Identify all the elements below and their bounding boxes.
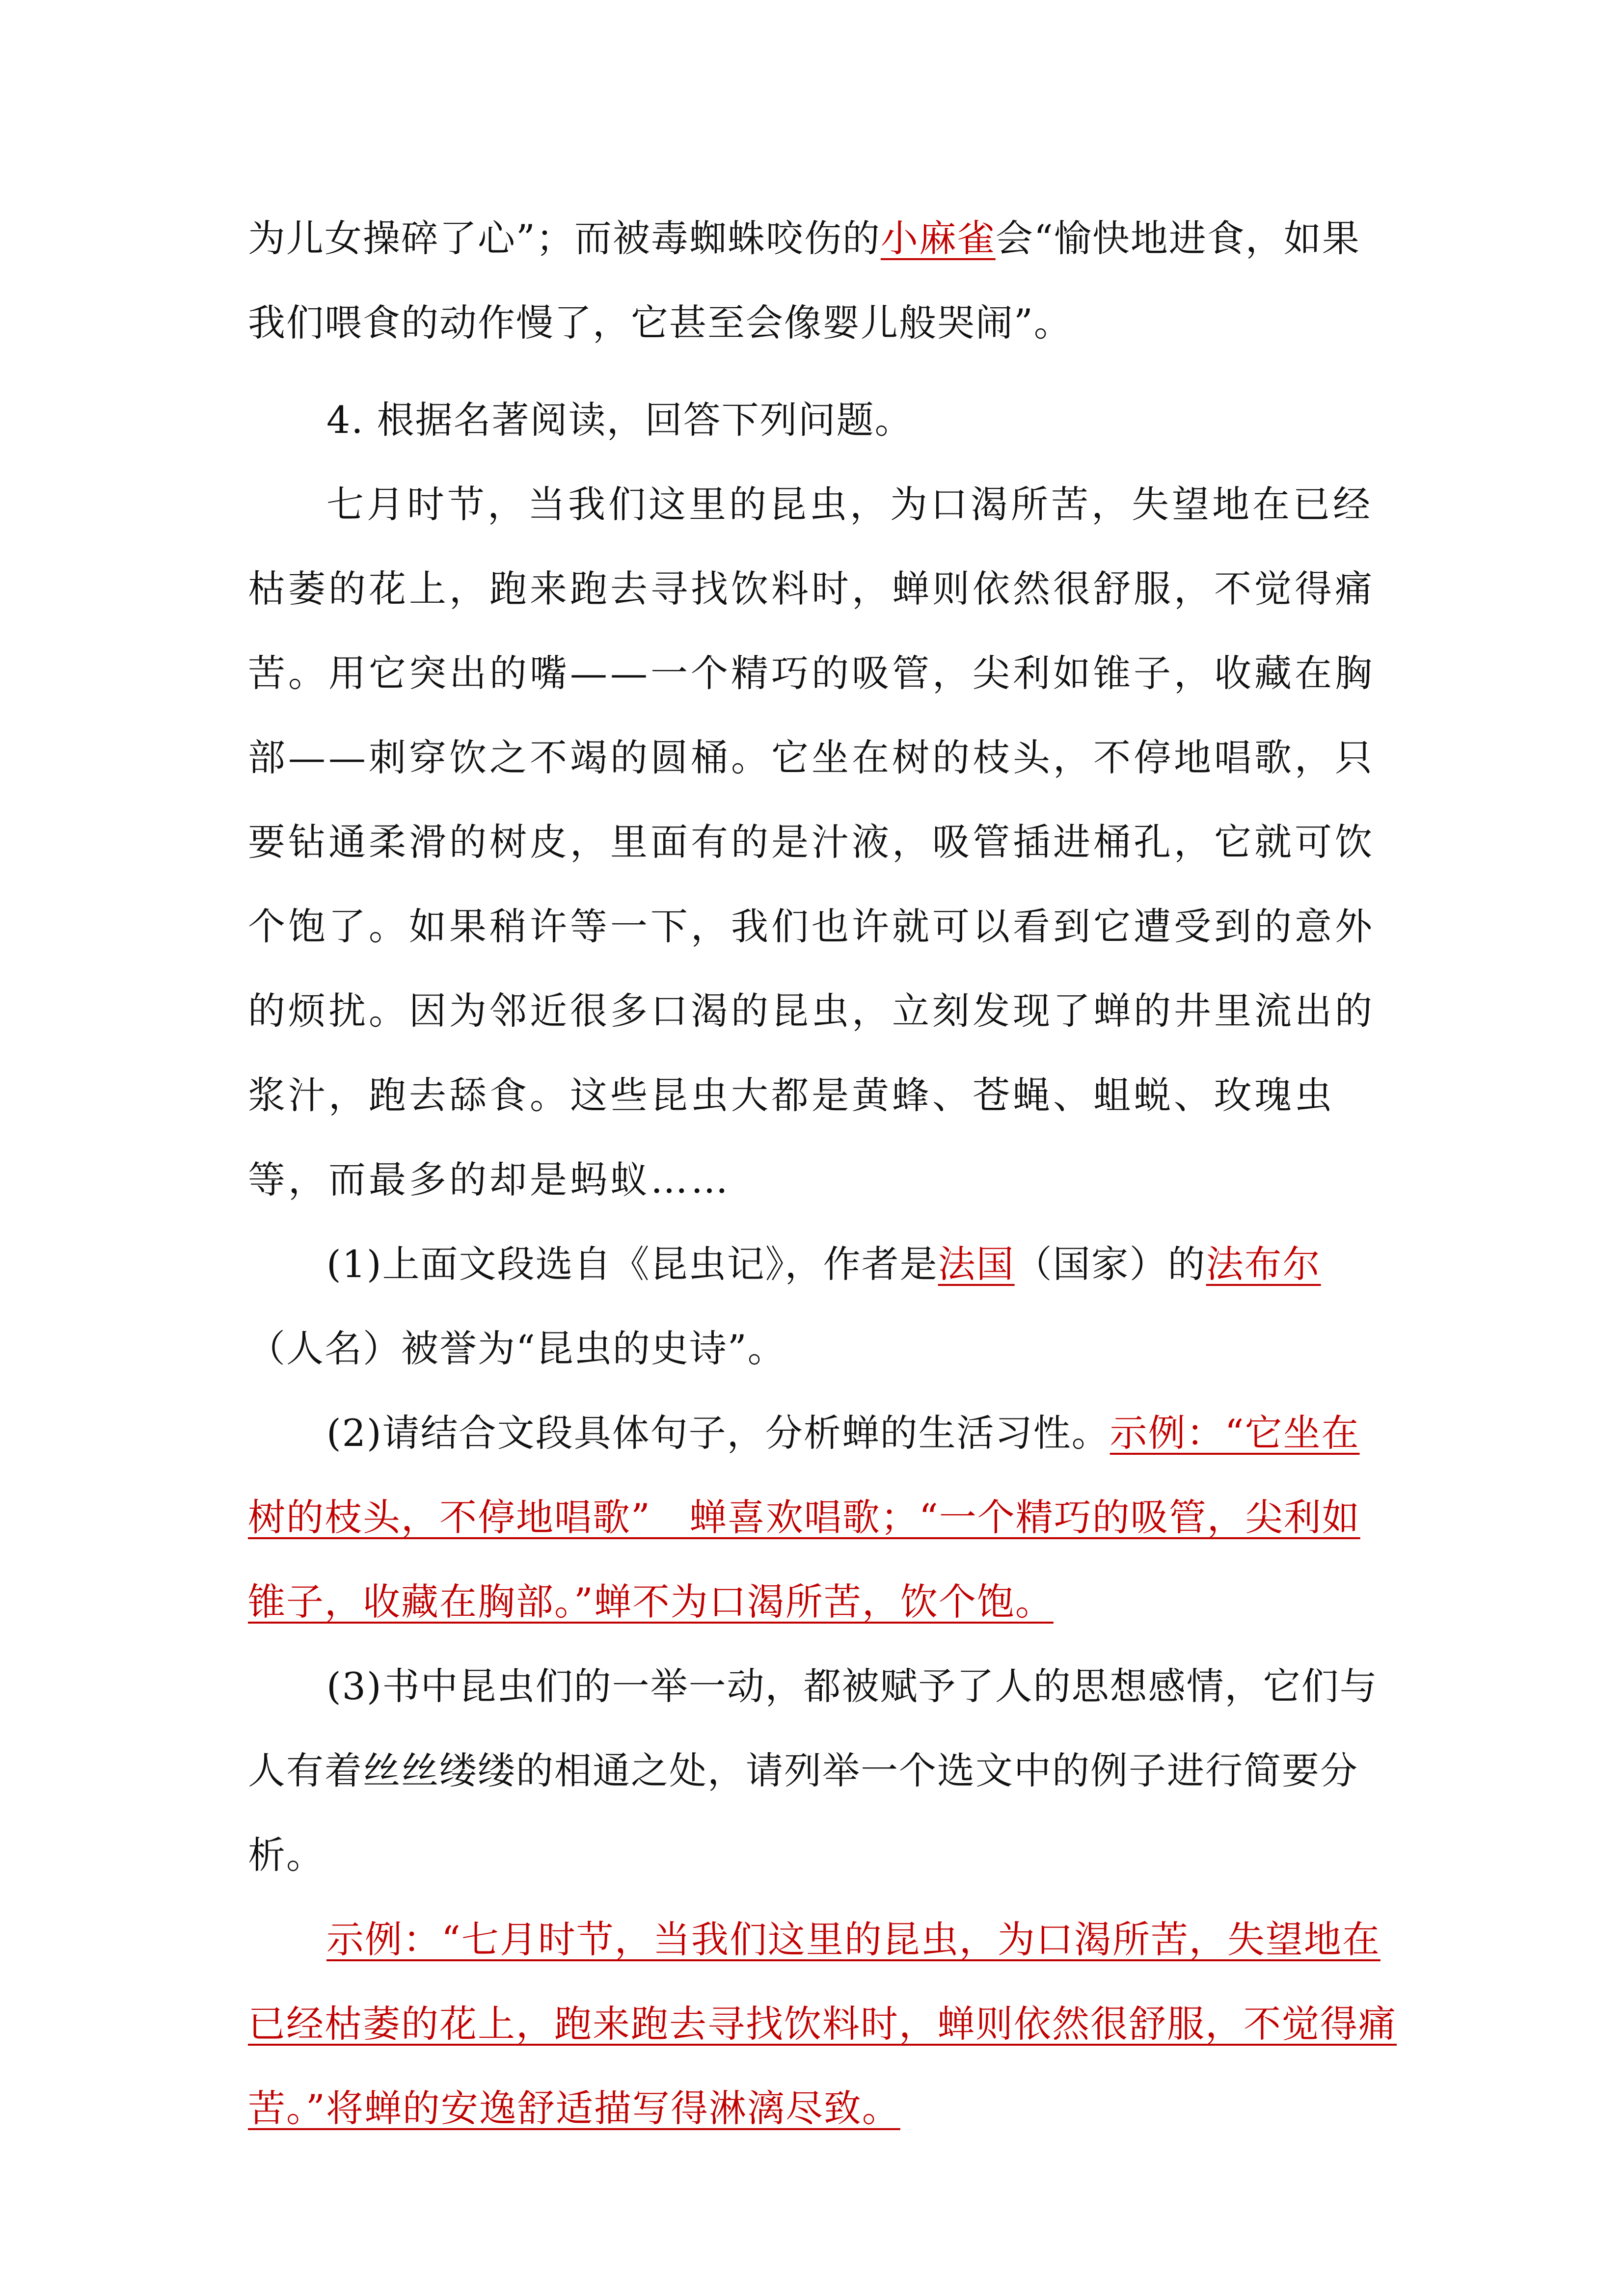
answer-bird: 小麻雀 xyxy=(880,216,996,260)
reading-passage: 七月时节，当我们这里的昆虫，为口渴所苦，失望地在已经枯萎的花上，跑来跑去寻找饮料时，蝉则依然很舒服，不觉得痛苦。用它突出的嘴——一个精巧的吸管，尖利如锥子，收藏在胸部——刺穿饮之不竭的圆桶。它坐在树的枝头，不停地唱歌，只要钻通柔滑的树皮，里面有的是汁液，吸管插进桶孔，它就可饮个饱了。如果稍许等一下，我们也许就可以看到它遭受到的意外的烦扰。因为邻近很多口渴的昆虫，立刻发现了蝉的井里流出的浆汁，跑去舔食。这些昆虫大都是黄蜂、苍蝇、蛆蜕、玫瑰虫等，而最多的却是蚂蚁…… xyxy=(248,482,1375,1201)
subquestion-2-question: (2)请结合文段具体句子，分析蝉的生活习性。 xyxy=(326,1411,1110,1455)
subquestion-1-text-1: (1)上面文段选自《昆虫记》，作者是 xyxy=(326,1242,938,1286)
question-heading: 4. 根据名著阅读，回答下列问题。 xyxy=(326,398,913,442)
previous-paragraph-text-1: 为儿女操碎了心”；而被毒蜘蛛咬伤的 xyxy=(248,216,881,260)
answer-country: 法国 xyxy=(938,1242,1015,1286)
subquestion-1-text-2: （国家）的 xyxy=(1014,1242,1206,1286)
previous-paragraph-text-2: 会“愉快地进食，如果我们喂食的动作慢了，它甚至会像婴儿般哭闹”。 xyxy=(248,216,1360,345)
subquestion-1 xyxy=(248,1222,1397,1391)
subquestion-2 xyxy=(248,1391,1397,1644)
answer-author-name: 法布尔 xyxy=(1206,1242,1321,1286)
subquestion-2-answer: 示例：“它坐在树的枝头，不停地唱歌” 蝉喜欢唱歌；“一个精巧的吸管，尖利如锥子，收藏在胸部。”蝉不为口渴所苦，饮个饱。 xyxy=(248,1411,1360,1624)
subquestion-3-question: (3)书中昆虫们的一举一动，都被赋予了人的思想感情，它们与人有着丝丝缕缕的相通之处，请列举一个选文中的例子进行简要分析。 xyxy=(248,1664,1378,1877)
previous-paragraph-continuation xyxy=(248,196,1397,365)
subquestion-1-text-3: （人名）被誉为“昆虫的史诗”。 xyxy=(248,1327,786,1370)
subquestion-3-answer-paragraph xyxy=(248,1897,1397,2151)
page-content xyxy=(248,196,1397,2151)
subquestion-3-answer: 示例：“七月时节，当我们这里的昆虫，为口渴所苦，失望地在已经枯萎的花上，跑来跑去寻找饮料时，蝉则依然很舒服，不觉得痛苦。”将蝉的安逸舒适描写得淋漓尽致。 xyxy=(248,1918,1397,2130)
